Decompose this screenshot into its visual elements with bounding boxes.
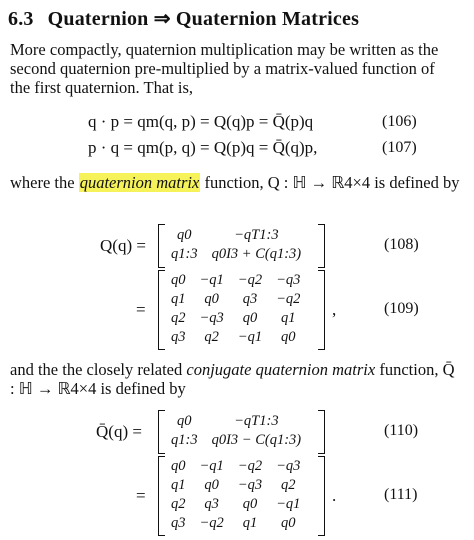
paragraph-intro: More compactly, quaternion multiplication may be written as the second quaternion pre-multiplied by a matrix-valued function of the first quaternion. That is,: [10, 40, 439, 97]
eq111-cell: q0: [280, 515, 296, 531]
eq111-right-bracket: [318, 456, 325, 536]
eq108-cell: q0I3 + C(q1:3): [211, 246, 302, 262]
eq109-cell: −q2: [237, 272, 263, 288]
eq111-cell: −q1: [199, 458, 224, 474]
eq108-cell: −qT1:3: [234, 227, 279, 243]
eq111-cell: q2: [280, 477, 296, 493]
eq111-matrix: [164, 457, 307, 533]
eq108-lhs: Q(q) =: [100, 236, 146, 255]
equation-107: p · q = qm(p, q) = Q(p)q = Q̄(q)p,: [88, 138, 318, 157]
equation-number-110: (110): [384, 422, 419, 439]
eq109-cell: q3: [171, 329, 186, 345]
equation-number-108: (108): [384, 236, 419, 253]
eq109-cell: q1: [171, 291, 186, 307]
eq111-cell: q0: [242, 496, 258, 512]
italic-term: conjugate quaternion matrix: [186, 360, 376, 379]
eq110-lhs: Q̄(q) =: [96, 422, 142, 441]
eq109-cell: q1: [280, 310, 296, 326]
eq108-cell: q0: [177, 227, 192, 243]
eq109-trail: ,: [332, 300, 337, 319]
eq108-cell: q1:3: [171, 246, 198, 262]
eq111-cell: −q2: [199, 515, 224, 531]
eq109-cell: q0: [204, 291, 219, 307]
eq110-cell: −qT1:3: [234, 413, 279, 429]
eq109-right-bracket: [318, 270, 325, 350]
eq109-cell: q0: [280, 329, 296, 345]
eq111-cell: q3: [204, 496, 219, 512]
eq109-matrix: [164, 271, 307, 347]
eq111-cell: −q2: [237, 458, 263, 474]
equation-number-109: (109): [384, 300, 419, 317]
eq110-cell: q0I3 − C(q1:3): [211, 432, 302, 448]
para2-lead: where the: [10, 173, 75, 192]
eq109-equals: =: [136, 300, 146, 319]
eq108-block-matrix: [164, 226, 308, 264]
eq111-trail: .: [332, 486, 337, 505]
section-heading: [8, 6, 359, 31]
eq109-cell: −q1: [237, 329, 263, 345]
eq109-cell: −q2: [276, 291, 301, 307]
eq109-cell: q3: [242, 291, 258, 307]
eq111-cell: q0: [171, 458, 186, 474]
eq109-cell: q2: [171, 310, 186, 326]
eq111-cell: −q3: [237, 477, 263, 493]
eq109-cell: −q3: [276, 272, 301, 288]
eq111-equals: =: [136, 486, 146, 505]
eq109-cell: q0: [171, 272, 186, 288]
eq111-cell: q2: [171, 496, 186, 512]
section-title: Quaternion ⇒ Quaternion Matrices: [47, 8, 360, 30]
eq109-cell: q2: [204, 329, 219, 345]
equation-number-111: (111): [384, 486, 418, 503]
eq108-right-bracket: [318, 224, 325, 268]
paragraph-definition: [10, 173, 460, 192]
highlighted-term: quaternion matrix: [79, 173, 200, 192]
eq111-cell: q3: [171, 515, 186, 531]
eq109-cell: −q1: [199, 272, 224, 288]
equation-number-106: (106): [382, 113, 417, 130]
para3-lead: and the the closely related: [10, 360, 183, 379]
eq111-cell: q0: [204, 477, 219, 493]
eq109-cell: −q3: [199, 310, 224, 326]
eq110-block-matrix: [164, 412, 308, 450]
eq111-cell: −q3: [276, 458, 301, 474]
para2-rest: function, Q : ℍ → ℝ4×4 is defined by: [204, 173, 460, 192]
para3-rest: function, Q̄ : ℍ → ℝ4×4 is defined by: [10, 360, 455, 398]
equation-106: q · p = qm(q, p) = Q(q)p = Q̄(p)q: [88, 112, 314, 131]
equation-number-107: (107): [382, 139, 417, 156]
eq110-right-bracket: [318, 410, 325, 454]
eq111-cell: q1: [171, 477, 186, 493]
section-number: 6.3: [8, 8, 34, 30]
eq111-cell: q1: [242, 515, 258, 531]
eq110-cell: q1:3: [171, 432, 198, 448]
eq109-cell: q0: [242, 310, 258, 326]
paragraph-conjugate: [10, 360, 460, 398]
eq111-cell: −q1: [276, 496, 301, 512]
eq110-cell: q0: [177, 413, 192, 429]
